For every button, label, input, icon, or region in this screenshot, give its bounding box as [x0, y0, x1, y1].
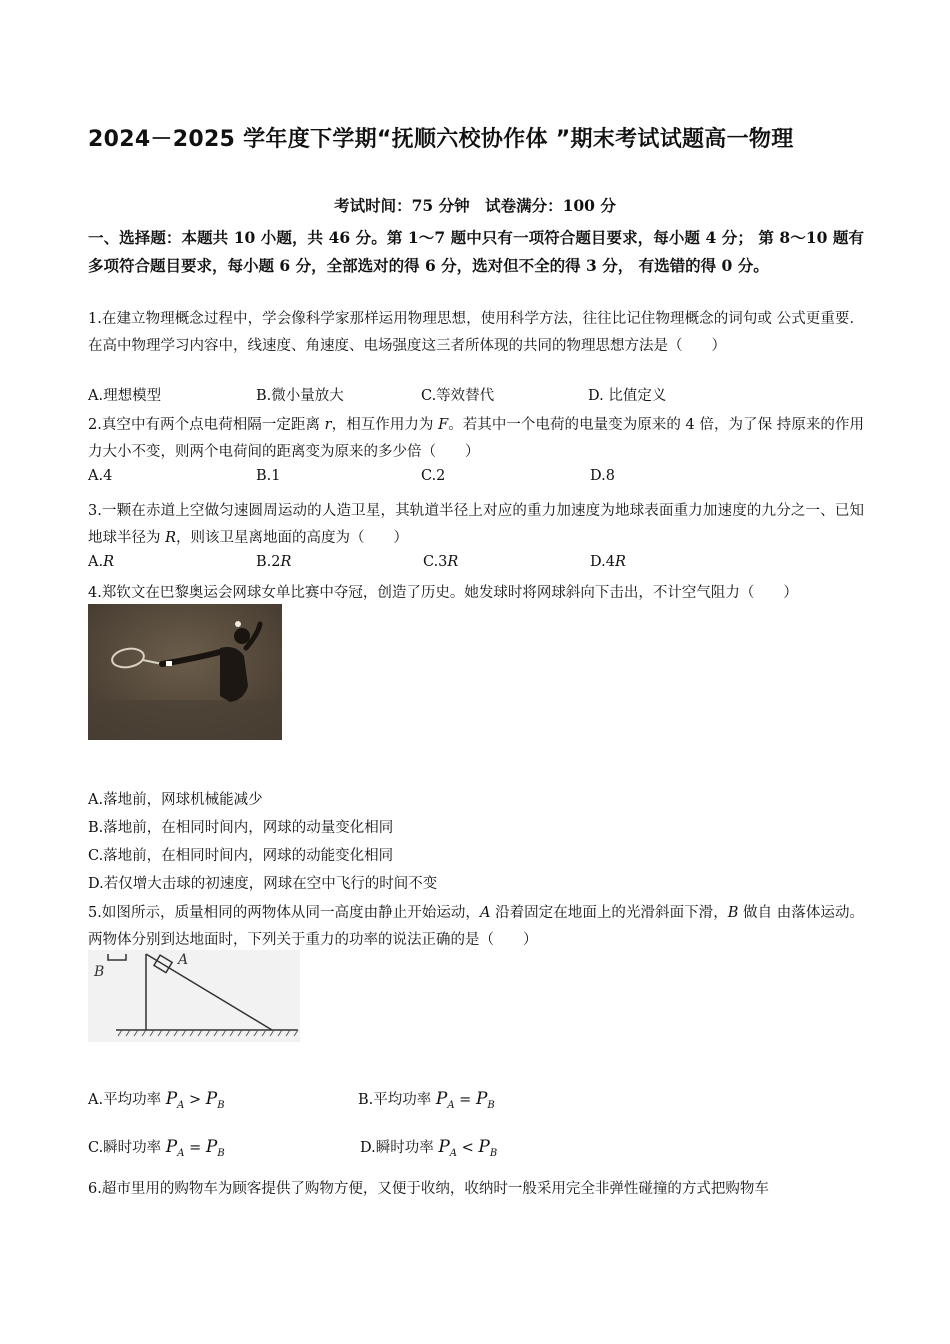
question-1-stem: 1.在建立物理概念过程中，学会像科学家那样运用物理思想，使用科学方法，往往比记住物理概念的词句或 公式更重要．在高中物理学习内容中，线速度、角速度、电场强度这三者所体现的共同的物理思想方法是（ ） [88, 311, 864, 354]
option-d: D.8 [590, 468, 615, 484]
question-5-option-d: D.瞬时功率 $P_A < P_B$ [360, 1137, 498, 1159]
question-5-stem: 5.如图所示，质量相同的两物体从同一高度由静止开始运动，A 沿着固定在地面上的光滑斜面下滑，B 做自 由落体运动。两物体分别到达地面时，下列关于重力的功率的说法正确的是（ ） [88, 905, 864, 948]
incline-figure [88, 950, 300, 1042]
question-2-stem: 2.真空中有两个点电荷相隔一定距离 r，相互作用力为 F。若其中一个电荷的电量变为原来的 4 倍，为了保 持原来的作用力大小不变，则两个电荷间的距离变为原来的多少倍（ ） [88, 417, 864, 460]
question-4-option-b: B.落地前，在相同时间内，网球的动量变化相同 [88, 820, 394, 836]
question-5-option-b: B.平均功率 $P_A = P_B$ [358, 1089, 495, 1111]
option-d: D.4R [590, 554, 626, 570]
question-3-stem: 3.一颗在赤道上空做匀速圆周运动的人造卫星，其轨道半径上对应的重力加速度为地球表面重力加速度的九分之一、已知地球半径为 R，则该卫星离地面的高度为（ ） [88, 503, 864, 546]
document-title: 2024－2025 学年度下学期“抚顺六校协作体 ”期末考试试题高一物理 [88, 127, 794, 152]
option-c: C.2 [421, 468, 446, 484]
question-5-option-a: A.平均功率 $P_A > P_B$ [88, 1089, 225, 1111]
question-3-options [88, 554, 864, 578]
question-4-option-d: D.若仅增大击球的初速度，网球在空中飞行的时间不变 [88, 876, 438, 892]
question-4-option-c: C.落地前，在相同时间内，网球的动能变化相同 [88, 848, 394, 864]
option-c: C.等效替代 [421, 388, 495, 404]
option-b: B.微小量放大 [256, 388, 344, 404]
question-5-option-c: C.瞬时功率 $P_A = P_B$ [88, 1137, 225, 1159]
label-b: B [94, 964, 105, 980]
question-2-options [88, 468, 864, 492]
question-4-stem: 4.郑钦文在巴黎奥运会网球女单比赛中夺冠，创造了历史。她发球时将网球斜向下击出，不计空气阻力（ ） [88, 585, 798, 601]
exam-meta: 考试时间：75 分钟 试卷满分：100 分 [334, 196, 616, 215]
question-4-option-a: A.落地前，网球机械能减少 [88, 792, 263, 808]
question-6-stem: 6.超市里用的购物车为顾客提供了购物方便，又便于收纳，收纳时一般采用完全非弹性碰撞的方式把购物车 [88, 1181, 769, 1197]
tennis-player-image [88, 604, 282, 740]
option-a: A.4 [88, 468, 113, 484]
label-a: A [178, 952, 189, 968]
question-1-options [88, 384, 864, 408]
option-a: A.理想模型 [88, 388, 162, 404]
option-b: B.1 [256, 468, 281, 484]
option-c: C.3R [423, 554, 459, 570]
option-b: B.2R [256, 554, 292, 570]
option-a: A.R [88, 554, 115, 570]
option-d: D. 比值定义 [588, 388, 667, 404]
section-header: 一、选择题：本题共 10 小题，共 46 分。第 1～7 题中只有一项符合题目要求，每小题 4 分； 第 8～10 题有多项符合题目要求，每小题 6 分，全部选对的得 6 分，选对但不全的得 3 分， 有选错的得 0 分。 [88, 228, 864, 275]
tennis-photo [88, 604, 282, 740]
incline-diagram [88, 950, 300, 1042]
